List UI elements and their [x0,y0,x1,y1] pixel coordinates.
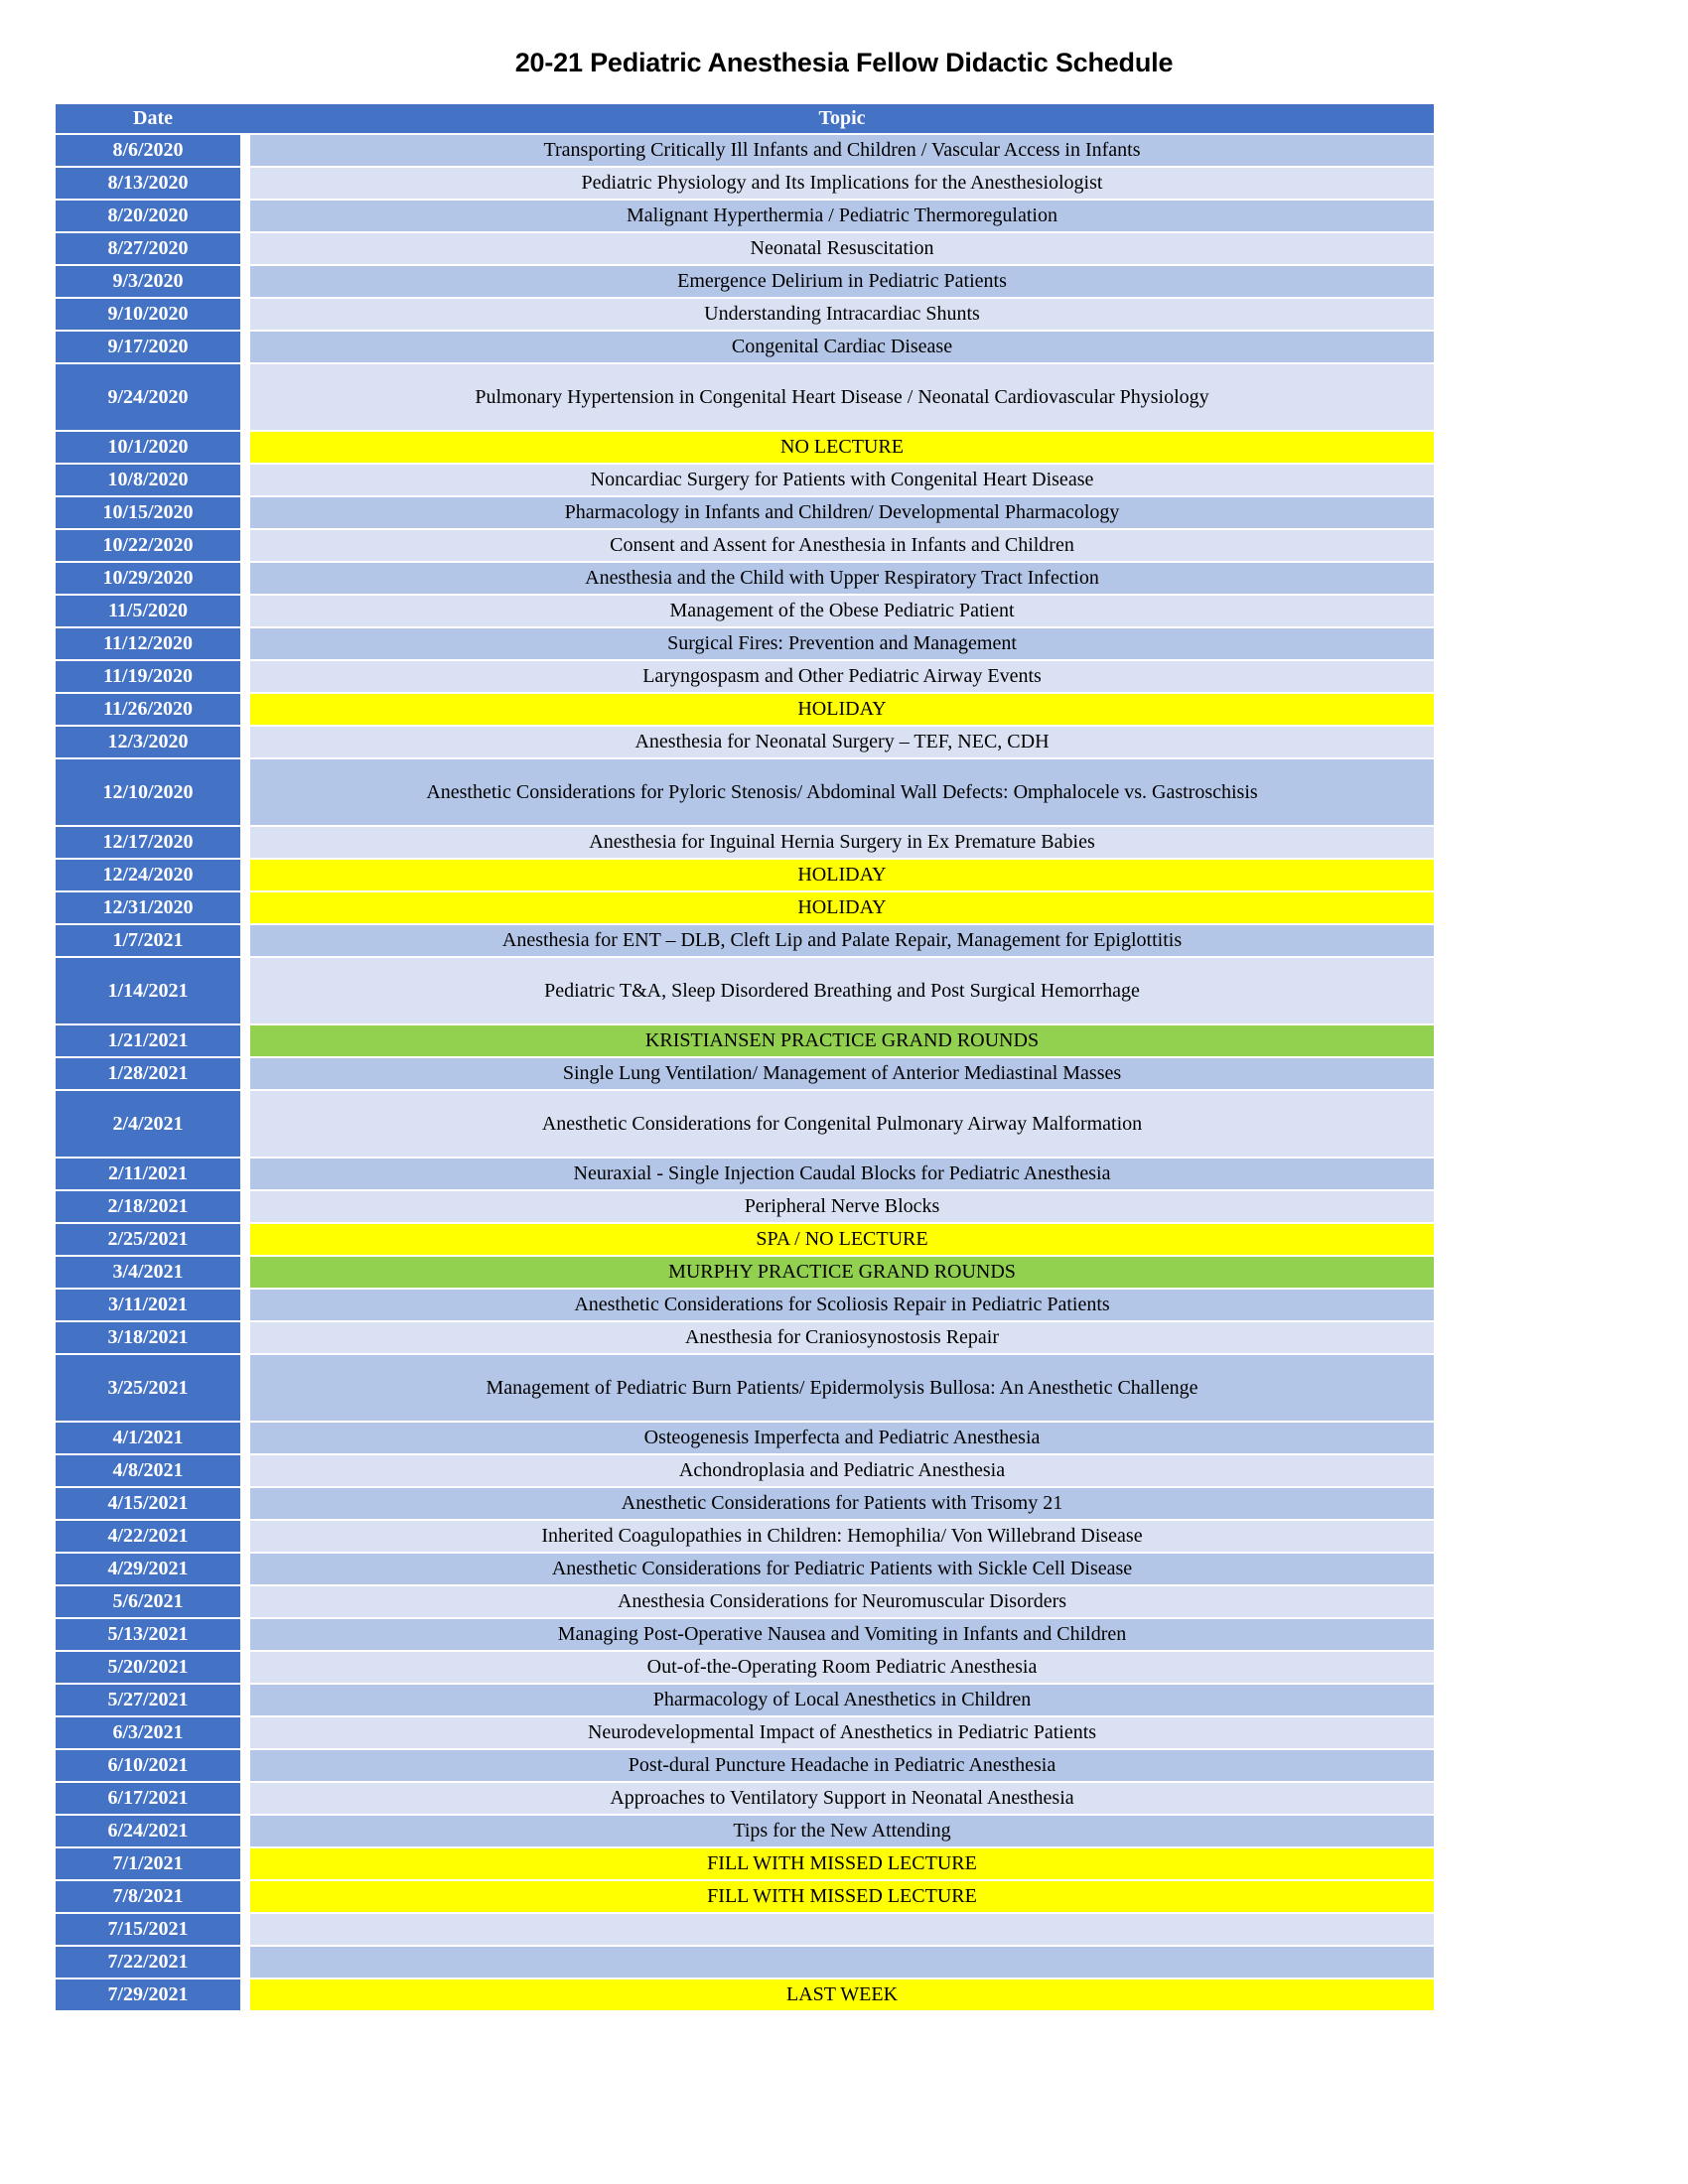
schedule-topic-cell: Anesthesia Considerations for Neuromuscular Disorders [250,1586,1434,1617]
schedule-topic-cell: Transporting Critically Ill Infants and Children / Vascular Access in Infants [250,135,1434,166]
schedule-date-cell: 2/4/2021 [56,1091,250,1157]
table-row [56,168,1434,199]
schedule-date-cell: 2/11/2021 [56,1159,250,1189]
schedule-date-cell: 9/17/2020 [56,332,250,362]
table-row [56,1290,1434,1320]
schedule-date-cell: 2/18/2021 [56,1191,250,1222]
schedule-topic-cell: Pharmacology of Local Anesthetics in Children [250,1685,1434,1715]
schedule-date-cell: 7/8/2021 [56,1881,250,1912]
table-row [56,1783,1434,1814]
schedule-date-cell: 10/29/2020 [56,563,250,594]
table-row [56,727,1434,757]
schedule-date-cell: 11/26/2020 [56,694,250,725]
schedule-date-cell: 8/13/2020 [56,168,250,199]
schedule-date-cell: 11/19/2020 [56,661,250,692]
schedule-topic-cell: MURPHY PRACTICE GRAND ROUNDS [250,1257,1434,1288]
schedule-date-cell: 11/5/2020 [56,596,250,626]
table-row [56,1750,1434,1781]
schedule-topic-cell: Managing Post-Operative Nausea and Vomiting in Infants and Children [250,1619,1434,1650]
table-row [56,596,1434,626]
schedule-topic-cell: SPA / NO LECTURE [250,1224,1434,1255]
schedule-topic-cell: Single Lung Ventilation/ Management of Anterior Mediastinal Masses [250,1058,1434,1089]
schedule-topic-cell: Surgical Fires: Prevention and Management [250,628,1434,659]
table-row [56,1191,1434,1222]
schedule-topic-cell: Pediatric Physiology and Its Implications for the Anesthesiologist [250,168,1434,199]
table-row [56,694,1434,725]
schedule-topic-cell: Laryngospasm and Other Pediatric Airway Events [250,661,1434,692]
table-row [56,1947,1434,1978]
schedule-date-cell: 8/27/2020 [56,233,250,264]
schedule-date-cell: 12/10/2020 [56,759,250,825]
table-row [56,628,1434,659]
schedule-date-cell: 12/17/2020 [56,827,250,858]
schedule-date-cell: 9/24/2020 [56,364,250,430]
schedule-topic-cell: Noncardiac Surgery for Patients with Congenital Heart Disease [250,465,1434,495]
table-row [56,364,1434,430]
schedule-date-cell: 9/3/2020 [56,266,250,297]
table-row [56,530,1434,561]
table-row [56,1257,1434,1288]
table-row [56,1685,1434,1715]
schedule-date-cell: 11/12/2020 [56,628,250,659]
schedule-topic-cell: Anesthesia for Craniosynostosis Repair [250,1322,1434,1353]
schedule-date-cell: 10/15/2020 [56,497,250,528]
schedule-topic-cell: Congenital Cardiac Disease [250,332,1434,362]
schedule-date-cell: 5/6/2021 [56,1586,250,1617]
table-row [56,661,1434,692]
table-header-row [56,104,1434,133]
schedule-date-cell: 7/15/2021 [56,1914,250,1945]
table-row [56,1554,1434,1584]
column-header-topic: Topic [250,104,1434,133]
schedule-topic-cell: Peripheral Nerve Blocks [250,1191,1434,1222]
schedule-topic-cell: Pediatric T&A, Sleep Disordered Breathing and Post Surgical Hemorrhage [250,958,1434,1024]
page-title: 20-21 Pediatric Anesthesia Fellow Didactic Schedule [514,48,1174,77]
schedule-topic-cell: FILL WITH MISSED LECTURE [250,1881,1434,1912]
table-row [56,1091,1434,1157]
table-row [56,135,1434,166]
schedule-topic-cell: NO LECTURE [250,432,1434,463]
schedule-date-cell: 6/3/2021 [56,1717,250,1748]
table-body [56,135,1434,2010]
schedule-topic-cell: Anesthetic Considerations for Pediatric Patients with Sickle Cell Disease [250,1554,1434,1584]
schedule-date-cell: 6/17/2021 [56,1783,250,1814]
schedule-date-cell: 4/8/2021 [56,1455,250,1486]
table-row [56,892,1434,923]
schedule-topic-cell: Anesthesia for ENT – DLB, Cleft Lip and Palate Repair, Management for Epiglottitis [250,925,1434,956]
table-row [56,1355,1434,1421]
schedule-topic-cell: Management of Pediatric Burn Patients/ Epidermolysis Bullosa: An Anesthetic Challenge [250,1355,1434,1421]
schedule-topic-cell: Achondroplasia and Pediatric Anesthesia [250,1455,1434,1486]
schedule-topic-cell: Anesthetic Considerations for Pyloric Stenosis/ Abdominal Wall Defects: Omphalocele vs. Gastroschisis [250,759,1434,825]
schedule-topic-cell: Inherited Coagulopathies in Children: Hemophilia/ Von Willebrand Disease [250,1521,1434,1552]
table-row [56,1224,1434,1255]
schedule-topic-cell: Anesthetic Considerations for Scoliosis Repair in Pediatric Patients [250,1290,1434,1320]
schedule-date-cell: 7/22/2021 [56,1947,250,1978]
table-row [56,432,1434,463]
schedule-date-cell: 3/11/2021 [56,1290,250,1320]
schedule-topic-cell: Tips for the New Attending [250,1816,1434,1846]
schedule-date-cell: 5/13/2021 [56,1619,250,1650]
schedule-date-cell: 8/20/2020 [56,201,250,231]
schedule-date-cell: 3/25/2021 [56,1355,250,1421]
table-row [56,958,1434,1024]
table-row [56,1423,1434,1453]
table-row [56,1455,1434,1486]
schedule-date-cell: 4/1/2021 [56,1423,250,1453]
table-row [56,1914,1434,1945]
table-header [56,104,1434,133]
schedule-topic-cell: Emergence Delirium in Pediatric Patients [250,266,1434,297]
table-row [56,1979,1434,2010]
schedule-topic-cell: Neuraxial - Single Injection Caudal Blocks for Pediatric Anesthesia [250,1159,1434,1189]
table-row [56,1619,1434,1650]
table-row [56,1488,1434,1519]
table-row [56,1816,1434,1846]
table-row [56,925,1434,956]
table-row [56,1058,1434,1089]
schedule-date-cell: 12/31/2020 [56,892,250,923]
schedule-date-cell: 7/1/2021 [56,1848,250,1879]
table-row [56,1322,1434,1353]
table-row [56,1717,1434,1748]
schedule-topic-cell: Neonatal Resuscitation [250,233,1434,264]
schedule-topic-cell: Approaches to Ventilatory Support in Neonatal Anesthesia [250,1783,1434,1814]
schedule-date-cell: 2/25/2021 [56,1224,250,1255]
schedule-topic-cell [250,1947,1434,1978]
table-row [56,1521,1434,1552]
schedule-topic-cell: Anesthetic Considerations for Patients with Trisomy 21 [250,1488,1434,1519]
schedule-topic-cell: Management of the Obese Pediatric Patient [250,596,1434,626]
schedule-topic-cell: Neurodevelopmental Impact of Anesthetics in Pediatric Patients [250,1717,1434,1748]
table-row [56,563,1434,594]
schedule-topic-cell: FILL WITH MISSED LECTURE [250,1848,1434,1879]
schedule-topic-cell: Anesthesia for Inguinal Hernia Surgery in Ex Premature Babies [250,827,1434,858]
schedule-topic-cell: Anesthesia and the Child with Upper Respiratory Tract Infection [250,563,1434,594]
table-row [56,266,1434,297]
table-row [56,860,1434,890]
schedule-date-cell: 1/14/2021 [56,958,250,1024]
table-row [56,1881,1434,1912]
schedule-topic-cell: Anesthesia for Neonatal Surgery – TEF, NEC, CDH [250,727,1434,757]
schedule-date-cell: 6/10/2021 [56,1750,250,1781]
schedule-topic-cell: Anesthetic Considerations for Congenital Pulmonary Airway Malformation [250,1091,1434,1157]
table-row [56,497,1434,528]
schedule-date-cell: 3/4/2021 [56,1257,250,1288]
schedule-date-cell: 10/8/2020 [56,465,250,495]
schedule-date-cell: 4/22/2021 [56,1521,250,1552]
schedule-date-cell: 8/6/2020 [56,135,250,166]
table-row [56,299,1434,330]
schedule-date-cell: 4/29/2021 [56,1554,250,1584]
schedule-date-cell: 5/27/2021 [56,1685,250,1715]
table-row [56,1652,1434,1683]
schedule-date-cell: 6/24/2021 [56,1816,250,1846]
table-row [56,1586,1434,1617]
schedule-topic-cell: Understanding Intracardiac Shunts [250,299,1434,330]
schedule-topic-cell: Consent and Assent for Anesthesia in Infants and Children [250,530,1434,561]
schedule-date-cell: 7/29/2021 [56,1979,250,2010]
schedule-topic-cell: Malignant Hyperthermia / Pediatric Thermoregulation [250,201,1434,231]
schedule-topic-cell: Pharmacology in Infants and Children/ Developmental Pharmacology [250,497,1434,528]
schedule-topic-cell: HOLIDAY [250,860,1434,890]
schedule-topic-cell: LAST WEEK [250,1979,1434,2010]
column-header-date: Date [56,104,250,133]
table-row [56,332,1434,362]
schedule-date-cell: 9/10/2020 [56,299,250,330]
table-row [56,827,1434,858]
table-row [56,1159,1434,1189]
table-row [56,201,1434,231]
table-row [56,1025,1434,1056]
schedule-date-cell: 12/24/2020 [56,860,250,890]
schedule-topic-cell: Post-dural Puncture Headache in Pediatric Anesthesia [250,1750,1434,1781]
schedule-topic-cell: KRISTIANSEN PRACTICE GRAND ROUNDS [250,1025,1434,1056]
schedule-date-cell: 4/15/2021 [56,1488,250,1519]
schedule-topic-cell: Out-of-the-Operating Room Pediatric Anesthesia [250,1652,1434,1683]
table-row [56,1848,1434,1879]
schedule-date-cell: 5/20/2021 [56,1652,250,1683]
schedule-topic-cell [250,1914,1434,1945]
schedule-topic-cell: Osteogenesis Imperfecta and Pediatric Anesthesia [250,1423,1434,1453]
schedule-date-cell: 1/7/2021 [56,925,250,956]
schedule-date-cell: 3/18/2021 [56,1322,250,1353]
schedule-topic-cell: Pulmonary Hypertension in Congenital Heart Disease / Neonatal Cardiovascular Physiology [250,364,1434,430]
schedule-topic-cell: HOLIDAY [250,892,1434,923]
table-row [56,465,1434,495]
schedule-date-cell: 10/22/2020 [56,530,250,561]
schedule-topic-cell: HOLIDAY [250,694,1434,725]
schedule-date-cell: 1/21/2021 [56,1025,250,1056]
schedule-date-cell: 1/28/2021 [56,1058,250,1089]
schedule-date-cell: 10/1/2020 [56,432,250,463]
schedule-date-cell: 12/3/2020 [56,727,250,757]
table-row [56,759,1434,825]
didactic-schedule-table [56,102,1434,2012]
table-row [56,233,1434,264]
